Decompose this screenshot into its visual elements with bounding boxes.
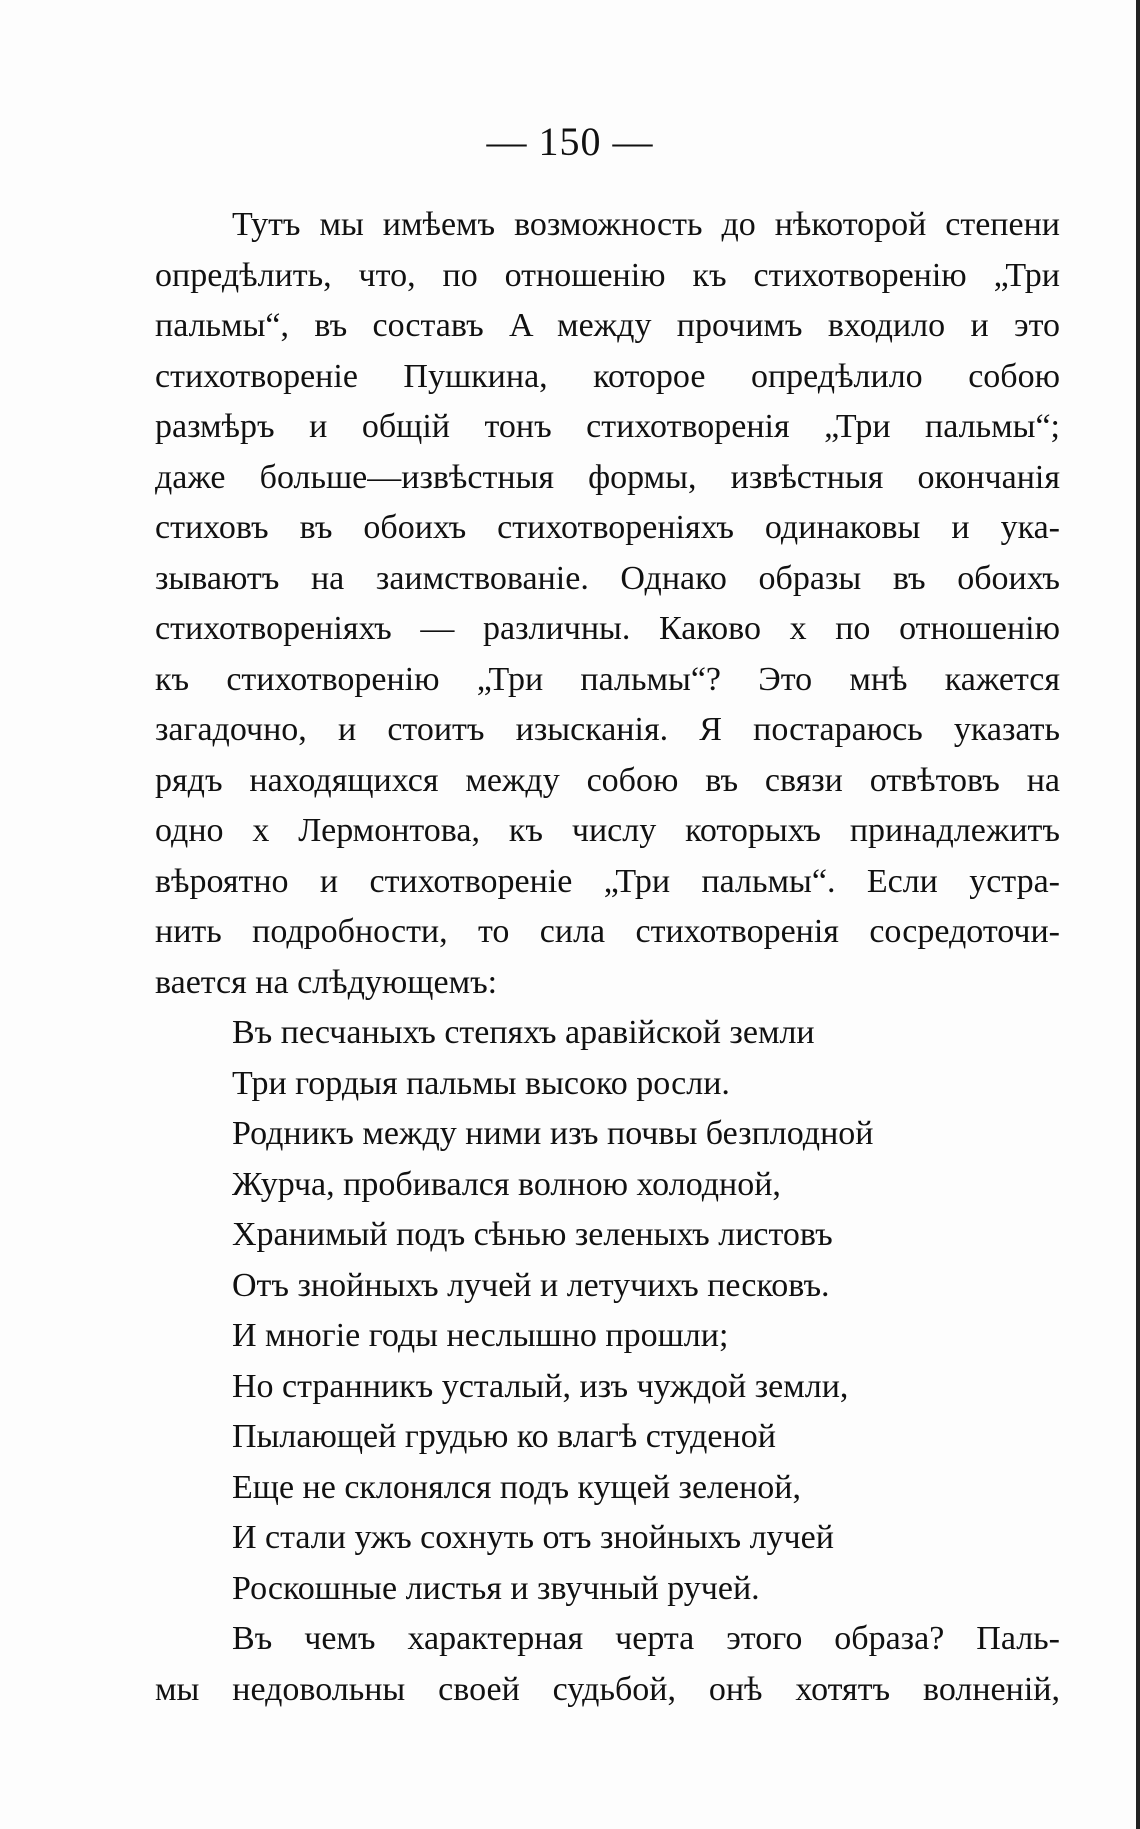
- paragraph-second: [155, 1614, 1060, 1715]
- text-line: рядъ находящихся между собою въ связи отвѣтовъ на: [155, 761, 1060, 799]
- poem-line: Роскошные листья и звучный ручей.: [232, 1569, 760, 1607]
- text-line: Тутъ мы имѣемъ возможность до нѣкоторой степени: [232, 206, 1060, 243]
- poem-line: Въ песчаныхъ степяхъ аравiйской земли: [232, 1014, 815, 1051]
- text-line: даже больше—извѣстныя формы, извѣстныя окончанiя: [155, 458, 1060, 496]
- page-number: — 150 —: [486, 119, 654, 164]
- text-line: размѣръ и общiй тонъ стихотворенiя „Три пальмы“;: [155, 408, 1060, 445]
- poem-line: Пылающей грудью ко влагѣ студеной: [232, 1418, 776, 1455]
- text-line: загадочно, и стоитъ изысканiя. Я постараюсь указать: [155, 711, 1060, 748]
- text-line: вѣроятно и стихотворенiе „Три пальмы“. Если устра-: [155, 862, 1060, 900]
- paragraph-first: [155, 200, 1060, 1008]
- text-line: вается на слѣдующемъ:: [155, 963, 498, 1001]
- page-text: [155, 200, 1060, 1715]
- text-line: стиховъ въ обоихъ стихотворенiяхъ одинаковы и ука-: [155, 509, 1060, 546]
- poem-line: И стали ужъ сохнуть отъ знойныхъ лучей: [232, 1519, 834, 1556]
- poem-line: Отъ знойныхъ лучей и летучихъ песковъ.: [232, 1266, 830, 1304]
- text-line: Въ чемъ характерная черта этого образа? Паль-: [232, 1620, 1060, 1657]
- text-line: мы недовольны своей судьбой, онѣ хотятъ волненiй,: [155, 1670, 1060, 1708]
- text-line: опредѣлить, что, по отношенiю къ стихотворенiю „Три: [155, 256, 1060, 294]
- poem-quote: [155, 1008, 1060, 1614]
- poem-line: Но странникъ усталый, изъ чуждой земли,: [232, 1367, 849, 1405]
- text-line: къ стихотворенiю „Три пальмы“? Это мнѣ кажется: [155, 660, 1060, 698]
- poem-line: Еще не склонялся подъ кущей зеленой,: [232, 1468, 802, 1506]
- poem-line: Родникъ между ними изъ почвы безплодной: [232, 1115, 874, 1152]
- poem-line: Хранимый подъ сѣнью зеленыхъ листовъ: [232, 1216, 833, 1253]
- text-line: зываютъ на заимствованiе. Однако образы въ обоихъ: [155, 559, 1060, 597]
- text-line: стихотворенiяхъ — различны. Каково x по отношенiю: [155, 610, 1060, 647]
- text-line: одно x Лермонтова, къ числу которыхъ принадлежитъ: [155, 812, 1060, 849]
- text-line: нить подробности, то сила стихотворенiя сосредоточи-: [155, 913, 1060, 950]
- text-line: пальмы“, въ составъ A между прочимъ входило и это: [155, 307, 1060, 344]
- text-line: стихотворенiе Пушкина, которое опредѣлило собою: [155, 357, 1060, 395]
- poem-line: Три гордыя пальмы высоко росли.: [232, 1064, 730, 1102]
- poem-line: И многiе годы неслышно прошли;: [232, 1317, 729, 1354]
- page-edge-shadow: [1136, 0, 1140, 1829]
- poem-line: Журча, пробивался волною холодной,: [232, 1165, 781, 1203]
